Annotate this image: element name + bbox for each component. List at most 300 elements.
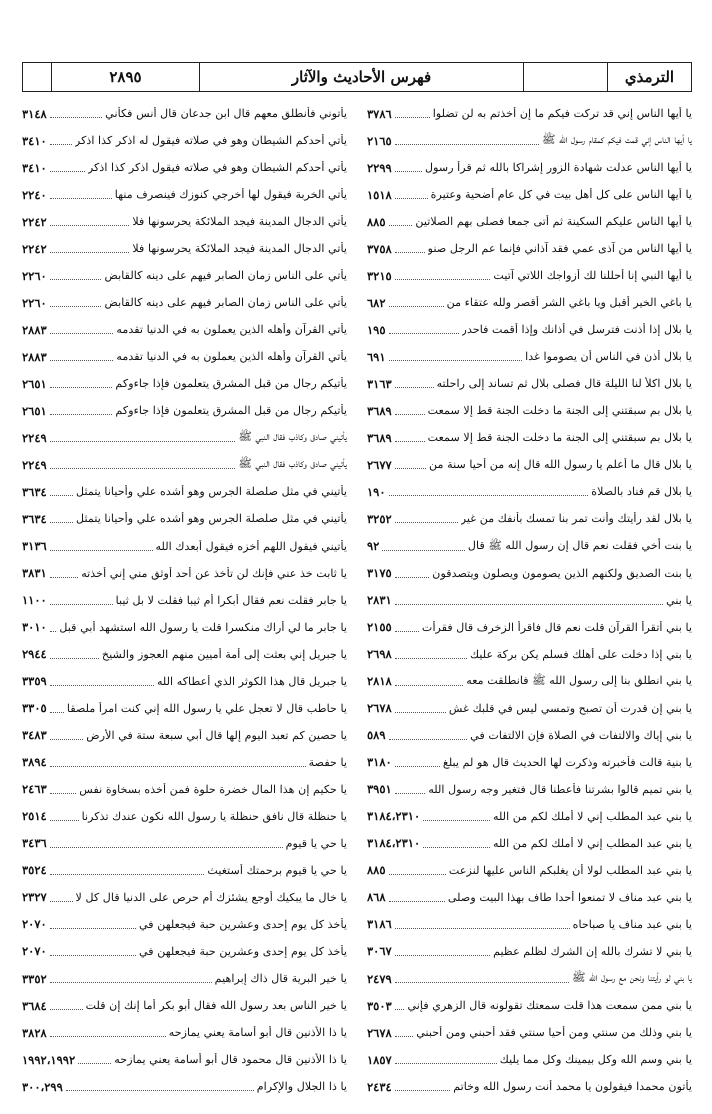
leader-dots: [50, 974, 212, 983]
index-entry: [367, 749, 692, 776]
entry-text: يا بلال قال ما أعلم يا رسول الله قال إنه من أحيا سنة من: [429, 458, 692, 472]
entry-text: يأتي على الناس زمان الصابر فيهم على دينه كالقابض: [104, 296, 347, 310]
entry-text: يا بني عبد المطلب إني لا أملك لكم من الله: [492, 836, 692, 850]
leader-dots: [50, 487, 73, 496]
index-entry: [22, 803, 347, 830]
index-columns: [22, 100, 692, 1100]
leader-dots: [389, 217, 413, 226]
entry-text: يا بلال إذا أذنت فترسل في أذانك وإذا أقمت فاحدر: [461, 323, 692, 337]
leader-dots: [50, 569, 78, 578]
entry-text: يأتيني فيقول اللهم أخزه فيقول أبعدك الله: [155, 539, 347, 553]
entry-number: ٢٦٧٨: [367, 701, 392, 716]
leader-dots: [78, 1055, 111, 1064]
index-entry: [367, 262, 692, 289]
index-entry: [22, 1019, 347, 1046]
index-entry: [367, 803, 692, 830]
index-entry: [367, 668, 692, 695]
index-entry: [367, 370, 692, 397]
entry-number: ٣٦٨٩: [367, 403, 392, 418]
entry-text: يا جابر ما لي أراك منكسرا قلت يا رسول الله استشهد أبي قبل: [59, 620, 347, 634]
entry-text: يا بني عبد مناف لا تمنعوا أحدا طاف بهذا البيت وصلى: [447, 890, 692, 904]
leader-dots: [395, 569, 430, 578]
entry-text: يأتوني فأنطلق معهم قال ابن جدعان قال أنس فكأني: [105, 107, 347, 121]
index-entry: [22, 262, 347, 289]
leader-dots: [395, 244, 425, 253]
entry-number: ١٨٥٧: [367, 1052, 392, 1067]
entry-number: ٣٦٨٩: [367, 430, 392, 445]
entry-number: ٣٠٦٧: [367, 944, 392, 959]
entry-text: يا خال ما يبكيك أوجع يشئزك أم حرص على الدنيا قال كل لا: [75, 890, 347, 904]
leader-dots: [395, 1001, 405, 1010]
entry-number: ٣٥٠٣: [367, 998, 392, 1013]
index-entry: [22, 1046, 347, 1073]
entry-text: يا أيها الناس على كل أهل بيت في كل عام أضحية وعتيرة: [430, 188, 692, 202]
leader-dots: [389, 731, 468, 740]
leader-dots: [50, 893, 73, 902]
entry-text: يا بني: [666, 593, 692, 607]
index-entry: [22, 127, 347, 154]
entry-number: ١٩٠: [367, 484, 386, 499]
entry-number: ٢٢٦٠: [22, 268, 47, 283]
leader-dots: [395, 514, 458, 523]
entry-text: يا بني تميم قالوا بشرتنا فأعطنا قال فتغير وجه رسول الله: [428, 782, 692, 796]
entry-text: يا حصين كم تعبد اليوم إلها قال أبي سبعة ستة في الأرض: [86, 728, 347, 742]
entry-text: يا بني انطلق بنا إلى رسول الله ﷺ فانطلقت معه: [466, 673, 692, 687]
entry-number: ٢٢٤٩: [22, 457, 47, 472]
entry-number: ٢٣٢٧: [22, 890, 47, 905]
entry-text: يأتي أحدكم الشيطان وهو في صلاته فيقول له اذكر كذا اذكر: [74, 134, 347, 148]
entry-text: يا بني إذا دخلت على أهلك فسلم يكن بركة عليك: [469, 647, 692, 661]
index-entry: [367, 857, 692, 884]
entry-number: ٣٦٣٤: [22, 511, 47, 526]
entry-text: يأتيكم رجال من قبل المشرق يتعلمون فإذا جاءوكم: [115, 404, 347, 418]
entry-text: يا بني لا تشرك بالله إن الشرك لظلم عظيم: [493, 944, 692, 958]
index-entry: [367, 722, 692, 749]
entry-number: ٣٠٠،٢٩٩: [22, 1079, 63, 1094]
entry-number: ٣٤١٠: [22, 160, 47, 175]
index-entry: [367, 1073, 692, 1100]
entry-number: ٣٤٨٣: [22, 728, 47, 743]
entry-number: ٣٢١٥: [367, 268, 392, 283]
index-entry: [22, 289, 347, 316]
leader-dots: [395, 271, 491, 280]
entry-number: ٢٢٩٩: [367, 160, 392, 175]
leader-dots: [395, 650, 467, 659]
entry-text: يا أيها النبي إنا أحللنا لك أزواجك اللاتي آتيت: [493, 269, 692, 283]
index-entry: [22, 235, 347, 262]
index-entry: [367, 560, 692, 587]
index-entry: [22, 370, 347, 397]
entry-number: ٣١٨٠: [367, 755, 392, 770]
entry-text: يأتي الخربة فيقول لها أخرجي كنوزك فينصرف منها: [114, 188, 347, 202]
entry-number: ٥٨٩: [367, 728, 386, 743]
leader-dots: [395, 1028, 413, 1037]
entry-number: ٢٤٦٣: [22, 782, 47, 797]
entry-number: ٢٠٧٠: [22, 917, 47, 932]
entry-number: ٢٢٦٠: [22, 295, 47, 310]
index-entry: [22, 695, 347, 722]
index-entry: [22, 776, 347, 803]
index-entry: [22, 397, 347, 424]
leader-dots: [50, 244, 130, 253]
header-blank-cell: [23, 63, 51, 91]
entry-number: ٢٤٧٩: [367, 971, 392, 986]
index-entry: [22, 911, 347, 938]
index-entry: [367, 208, 692, 235]
index-entry: [22, 938, 347, 965]
entry-text: يا خير الناس بعد رسول الله فقال أبو بكر أما إنك إن قلت: [85, 999, 347, 1013]
entry-text: يأتي أحدكم الشيطان وهو في صلاته فيقول اذكر كذا اذكر: [87, 161, 347, 175]
leader-dots: [50, 758, 306, 767]
entry-text: يا حي يا قيوم: [285, 836, 347, 850]
entry-number: ١٩٩٢،١٩٩٢: [22, 1052, 76, 1067]
entry-number: ١١٠٠: [22, 593, 47, 608]
entry-text: يا بني وسم الله وكل بيمينك وكل مما يليك: [499, 1053, 692, 1067]
index-entry: [367, 127, 692, 154]
index-entry: [22, 451, 347, 478]
entry-number: ٢٦٩٨: [367, 647, 392, 662]
entry-text: يأتيني في مثل صلصلة الجرس وهو أشده علي وأحيانا يتمثل: [76, 485, 347, 499]
index-entry: [22, 208, 347, 235]
entry-text: يأخذ كل يوم إحدى وعشرين حبة فيجعلهن في: [138, 944, 347, 958]
entry-text: يا بلال اكلأ لنا الليلة قال فصلى بلال ثم تساند إلى راحلته: [436, 377, 692, 391]
index-title: فهرس الأحاديث والآثار: [199, 63, 523, 91]
entry-number: ٣١٣٦: [22, 539, 47, 554]
entry-number: ٢٢٤٩: [22, 430, 47, 445]
index-entry: [367, 992, 692, 1019]
entry-number: ٣٤١٠: [22, 133, 47, 148]
entry-text: يا بني ممن سمعت هذا قلت سمعتك تقولونه قال الزهري فإني: [407, 999, 692, 1013]
entry-text: يأتي القرآن وأهله الذين يعملون به في الدنيا تقدمه: [116, 350, 347, 364]
entry-number: ٣١٧٥: [367, 566, 392, 581]
index-entry: [367, 884, 692, 911]
book-name: الترمذي: [607, 63, 691, 91]
entry-text: يا ذا الأذنين قال أبو أسامة يعني يمازحه: [168, 1026, 347, 1040]
leader-dots: [50, 839, 283, 848]
entry-number: ٨٦٨: [367, 890, 386, 905]
leader-dots: [50, 623, 57, 632]
entry-number: ٨٨٥: [367, 214, 386, 229]
leader-dots: [395, 758, 440, 767]
entry-text: يا بنت الصديق ولكنهم الذين يصومون ويصلون ويتصدقون: [432, 566, 692, 580]
leader-dots: [50, 271, 102, 280]
leader-dots: [395, 1055, 497, 1064]
entry-number: ٢٤٣٤: [367, 1079, 392, 1094]
leader-dots: [395, 785, 426, 794]
leader-dots: [50, 460, 236, 469]
index-entry: [367, 424, 692, 451]
index-entry: [22, 587, 347, 614]
entry-text: يأتي القرآن وأهله الذين يعملون به في الدنيا تقدمه: [116, 323, 347, 337]
index-entry: [367, 181, 692, 208]
leader-dots: [389, 893, 445, 902]
entry-text: يا جبريل قال هذا الكوثر الذي أعطاكه الله: [156, 674, 347, 688]
entry-text: يأتيني في مثل صلصلة الجرس وهو أشده علي وأحيانا يتمثل: [76, 512, 347, 526]
entry-text: يأتي الدجال المدينة فيجد الملائكة يحرسونها فلا: [132, 242, 347, 256]
entry-text: يا بني إن قدرت أن تصبح وتمسي ليس في قلبك غش: [448, 701, 692, 715]
index-entry: [22, 100, 347, 127]
entry-number: ٣٤٣٦: [22, 836, 47, 851]
entry-text: يا بلال أذن في الناس أن يصوموا غدا: [525, 350, 692, 364]
entry-text: يأتيكم رجال من قبل المشرق يتعلمون فإذا جاءوكم: [115, 377, 347, 391]
leader-dots: [395, 109, 430, 118]
leader-dots: [395, 1082, 450, 1091]
index-entry: [22, 668, 347, 695]
entry-text: يا بلال لقد رأيتك وأنت تمر بنا تمسك بأنفك من غير: [460, 512, 692, 526]
index-entry: [367, 1046, 692, 1073]
leader-dots: [395, 974, 569, 983]
entry-number: ٢٨١٨: [367, 674, 392, 689]
leader-dots: [382, 542, 465, 551]
leader-dots: [395, 677, 464, 686]
entry-text: يا أيها الناس عدلت شهادة الزور إشراكا بالله ثم قرأ رسول: [424, 161, 692, 175]
entry-text: يأتي الدجال المدينة فيجد الملائكة يحرسونها فلا: [132, 215, 347, 229]
leader-dots: [50, 163, 85, 172]
leader-dots: [395, 433, 425, 442]
left-column: [22, 100, 357, 1100]
leader-dots: [50, 514, 73, 523]
entry-text: يا أيها الناس من آذى عمي فقد آذاني فإنما عم الرجل صنو: [427, 242, 692, 256]
index-entry: [22, 154, 347, 181]
index-entry: [22, 884, 347, 911]
index-entry: [367, 533, 692, 560]
entry-text: يأتيني صادق وكاذب فقال النبي ﷺ: [238, 430, 347, 444]
leader-dots: [395, 163, 422, 172]
entry-number: ٢٦٧٨: [367, 1025, 392, 1040]
entry-text: يا خير البرية قال ذاك إبراهيم: [214, 972, 347, 986]
leader-dots: [50, 379, 113, 388]
entry-number: ٣١٨٤،٢٣١٠: [367, 836, 421, 851]
index-entry: [22, 965, 347, 992]
entry-number: ٣١٤٨: [22, 106, 47, 121]
leader-dots: [395, 947, 490, 956]
entry-number: ٨٨٥: [367, 863, 386, 878]
index-entry: [22, 614, 347, 641]
entry-text: يا بني عبد مناف يا صباحاه: [572, 917, 692, 931]
entry-text: يا بني وذلك من سنتي ومن أحيا سنتي فقد أحبني ومن أحبني: [416, 1026, 692, 1040]
index-entry: [367, 343, 692, 370]
entry-number: ٣١٨٦: [367, 917, 392, 932]
index-entry: [22, 641, 347, 668]
index-entry: [22, 424, 347, 451]
entry-number: ٦٩١: [367, 349, 386, 364]
leader-dots: [50, 677, 154, 686]
leader-dots: [50, 352, 114, 361]
entry-text: يا باغي الخير أقبل ويا باغي الشر أقصر ولله عتقاء من: [446, 296, 692, 310]
index-entry: [367, 695, 692, 722]
leader-dots: [50, 731, 84, 740]
entry-number: ٦٨٢: [367, 295, 386, 310]
leader-dots: [395, 920, 570, 929]
entry-number: ١٥١٨: [367, 187, 392, 202]
index-entry: [367, 235, 692, 262]
entry-number: ٣٨٣١: [22, 566, 47, 581]
index-entry: [22, 533, 347, 560]
entry-text: يا أيها الناس عليكم السكينة ثم أتى جمعا فصلى بهم الصلاتين: [415, 215, 692, 229]
entry-text: يا أيها الناس إني قد تركت فيكم ما إن أخذتم به لن تضلوا: [432, 107, 692, 121]
index-entry: [22, 1073, 347, 1100]
entry-number: ٩٢: [367, 539, 380, 554]
index-entry: [367, 316, 692, 343]
index-entry: [22, 722, 347, 749]
leader-dots: [50, 1001, 83, 1010]
page-number: ٢٨٩٥: [51, 63, 199, 91]
index-entry: [22, 992, 347, 1019]
index-entry: [22, 181, 347, 208]
entry-text: يا بنت أخي فقلت نعم قال إن رسول الله ﷺ قال: [467, 538, 692, 552]
entry-number: ٢١٥٥: [367, 620, 392, 635]
leader-dots: [50, 866, 205, 875]
index-entry: [367, 830, 692, 857]
entry-number: ٣٦٨٤: [22, 998, 47, 1013]
entry-number: ٢٩٤٤: [22, 647, 47, 662]
leader-dots: [50, 298, 102, 307]
index-entry: [367, 289, 692, 316]
entry-text: يا بني لو رأيتنا ونحن مع رسول الله ﷺ: [572, 971, 692, 985]
entry-text: يأتيني صادق وكاذب فقال النبي ﷺ: [238, 457, 347, 471]
leader-dots: [395, 460, 426, 469]
leader-dots: [50, 650, 99, 659]
entry-number: ٣٧٨٦: [367, 106, 392, 121]
index-entry: [367, 451, 692, 478]
entry-number: ٣١٨٤،٢٣١٠: [367, 809, 421, 824]
right-column: [357, 100, 692, 1100]
entry-text: يا بنية قالت فأخبرته وذكرت لها الحديث قال هو لم يبلغ: [442, 755, 692, 769]
entry-text: يا ثابت خذ عني فإنك لن تأخذ عن أحد أوثق مني إني أخذته: [81, 566, 347, 580]
entry-number: ٣٨٩٤: [22, 755, 47, 770]
leader-dots: [50, 406, 113, 415]
index-entry: [22, 505, 347, 532]
entry-number: ٣٨٢٨: [22, 1025, 47, 1040]
leader-dots: [66, 1082, 254, 1091]
entry-text: يا بلال قم فناد بالصلاة: [591, 485, 692, 499]
entry-number: ٣٩٥١: [367, 782, 392, 797]
leader-dots: [50, 785, 77, 794]
entry-text: يا جبريل إني بعثت إلى أمة أميين منهم العجوز والشيخ: [101, 647, 347, 661]
index-entry: [22, 343, 347, 370]
leader-dots: [50, 217, 130, 226]
entry-text: يأخذ كل يوم إحدى وعشرين حبة فيجعلهن في: [138, 917, 347, 931]
leader-dots: [50, 109, 102, 118]
entry-text: يا ذا الأذنين قال محمود قال أبو أسامة يعني يمازحه: [114, 1053, 347, 1067]
entry-number: ٢٨٨٣: [22, 322, 47, 337]
entry-number: ٢٢٤٠: [22, 187, 47, 202]
entry-text: يا بني عبد المطلب لولا أن يغلبكم الناس عليها لنزعت: [448, 863, 692, 877]
entry-number: ٢٠٧٠: [22, 944, 47, 959]
entry-number: ٣٦٣٤: [22, 484, 47, 499]
leader-dots: [50, 812, 79, 821]
entry-number: ٣١٦٣: [367, 376, 392, 391]
index-entry: [367, 154, 692, 181]
leader-dots: [50, 325, 114, 334]
index-entry: [22, 316, 347, 343]
index-entry: [22, 830, 347, 857]
entry-number: ٢٦٧٧: [367, 457, 392, 472]
leader-dots: [50, 136, 72, 145]
entry-text: يا ذا الجلال والإكرام: [256, 1080, 347, 1094]
entry-text: يا بني أتقرأ القرآن قلت نعم قال فاقرأ الزخرف قال فقرأت: [421, 620, 692, 634]
index-entry: [367, 965, 692, 992]
entry-text: يا بني عبد المطلب إني لا أملك لكم من الله: [492, 809, 692, 823]
index-entry: [367, 614, 692, 641]
index-entry: [22, 560, 347, 587]
entry-text: يا حنظلة قال نافق حنظلة يا رسول الله نكون عندك تذكرنا: [81, 809, 347, 823]
entry-number: ٢٦٥١: [22, 376, 47, 391]
leader-dots: [50, 947, 136, 956]
entry-number: ٢٢٤٢: [22, 214, 47, 229]
entry-text: يا بلال بم سبقتني إلى الجنة ما دخلت الجنة قط إلا سمعت: [427, 404, 692, 418]
leader-dots: [395, 190, 428, 199]
index-entry: [22, 749, 347, 776]
leader-dots: [50, 1028, 166, 1037]
index-entry: [367, 776, 692, 803]
entry-number: ٢٦٥١: [22, 403, 47, 418]
entry-text: يا حكيم إن هذا المال خضرة حلوة فمن أخذه بسخاوة نفس: [79, 782, 347, 796]
entry-text: يا أيها الناس إني قمت فيكم كمقام رسول الله ﷺ: [542, 133, 692, 147]
entry-number: ٣٣٠٥: [22, 701, 47, 716]
leader-dots: [395, 406, 425, 415]
leader-dots: [389, 866, 446, 875]
entry-number: ٢٨٣١: [367, 593, 392, 608]
leader-dots: [50, 596, 113, 605]
leader-dots: [389, 298, 444, 307]
header-blank-cell: [523, 63, 607, 91]
entry-number: ٢٨٨٣: [22, 349, 47, 364]
leader-dots: [389, 352, 523, 361]
leader-dots: [395, 596, 663, 605]
index-entry: [367, 1019, 692, 1046]
index-entry: [367, 397, 692, 424]
leader-dots: [423, 812, 490, 821]
leader-dots: [395, 623, 419, 632]
leader-dots: [389, 325, 459, 334]
leader-dots: [423, 839, 490, 848]
entry-number: ١٩٥: [367, 322, 386, 337]
entry-text: يا جابر فقلت نعم فقال أبكرا أم ثيبا فقلت لا بل ثيبا: [115, 593, 347, 607]
entry-number: ٣٣٥٩: [22, 674, 47, 689]
entry-number: ٢١٦٥: [367, 133, 392, 148]
page-header: [22, 62, 692, 92]
entry-text: يا حاطب قال لا تعجل علي يا رسول الله إني كنت امرأ ملصقا: [66, 701, 347, 715]
entry-text: يا بني إياك والالتفات في الصلاة فإن الالتفات في: [470, 728, 692, 742]
index-entry: [367, 478, 692, 505]
index-entry: [22, 857, 347, 884]
entry-number: ٣٢٥٢: [367, 511, 392, 526]
leader-dots: [395, 379, 434, 388]
leader-dots: [50, 704, 64, 713]
index-entry: [367, 641, 692, 668]
leader-dots: [50, 190, 112, 199]
entry-number: ٣٧٥٨: [367, 241, 392, 256]
entry-text: يا حفصة: [308, 755, 347, 769]
entry-text: يأتي على الناس زمان الصابر فيهم على دينه كالقابض: [104, 269, 347, 283]
leader-dots: [50, 920, 136, 929]
entry-text: يأتون محمدا فيقولون يا محمد أنت رسول الله وخاتم: [453, 1080, 692, 1094]
leader-dots: [395, 704, 446, 713]
index-entry: [367, 505, 692, 532]
entry-number: ٣٠١٠: [22, 620, 47, 635]
entry-number: ٢٥١٤: [22, 809, 47, 824]
entry-number: ٣٣٥٢: [22, 971, 47, 986]
entry-number: ٣٥٢٤: [22, 863, 47, 878]
leader-dots: [389, 487, 589, 496]
entry-text: يا حي يا قيوم برحمتك أستغيث: [207, 863, 347, 877]
index-entry: [367, 938, 692, 965]
leader-dots: [395, 136, 539, 145]
index-entry: [367, 911, 692, 938]
index-entry: [22, 478, 347, 505]
index-entry: [367, 100, 692, 127]
